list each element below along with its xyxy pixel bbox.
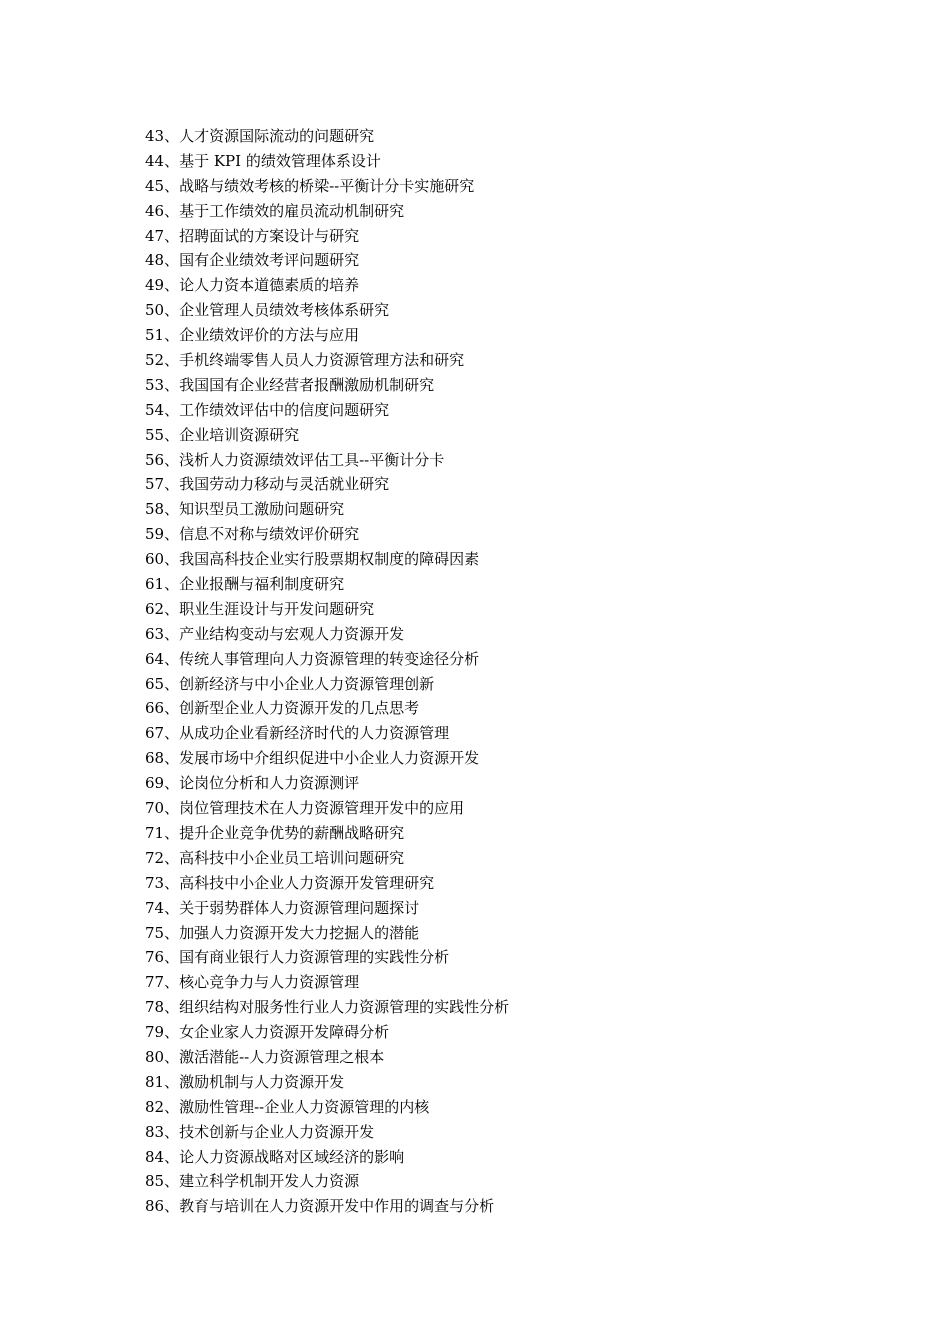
list-item: 59、信息不对称与绩效评价研究 bbox=[145, 525, 360, 544]
list-item: 58、知识型员工激励问题研究 bbox=[145, 500, 345, 519]
list-item: 69、论岗位分析和人力资源测评 bbox=[145, 774, 360, 793]
list-item: 63、产业结构变动与宏观人力资源开发 bbox=[145, 624, 405, 643]
list-item: 61、企业报酬与福利制度研究 bbox=[145, 575, 345, 594]
list-item: 70、岗位管理技术在人力资源管理开发中的应用 bbox=[145, 799, 465, 818]
list-item: 86、教育与培训在人力资源开发中作用的调查与分析 bbox=[145, 1197, 495, 1216]
list-item: 85、建立科学机制开发人力资源 bbox=[145, 1172, 360, 1191]
list-item: 54、工作绩效评估中的信度问题研究 bbox=[145, 400, 390, 419]
list-item: 62、职业生涯设计与开发问题研究 bbox=[145, 599, 375, 618]
list-item: 49、论人力资本道德素质的培养 bbox=[145, 276, 360, 295]
topic-list bbox=[145, 124, 509, 1219]
list-item: 82、激励性管理--企业人力资源管理的内核 bbox=[145, 1097, 430, 1116]
list-item: 76、国有商业银行人力资源管理的实践性分析 bbox=[145, 948, 450, 967]
list-item: 81、激励机制与人力资源开发 bbox=[145, 1072, 345, 1091]
list-item: 78、组织结构对服务性行业人力资源管理的实践性分析 bbox=[145, 998, 510, 1017]
list-item: 46、基于工作绩效的雇员流动机制研究 bbox=[145, 201, 405, 220]
list-item: 55、企业培训资源研究 bbox=[145, 425, 300, 444]
list-item: 79、女企业家人力资源开发障碍分析 bbox=[145, 1023, 390, 1042]
list-item: 75、加强人力资源开发大力挖掘人的潜能 bbox=[145, 923, 420, 942]
list-item: 83、技术创新与企业人力资源开发 bbox=[145, 1122, 375, 1141]
list-item: 77、核心竞争力与人力资源管理 bbox=[145, 973, 360, 992]
list-item: 60、我国高科技企业实行股票期权制度的障碍因素 bbox=[145, 550, 480, 569]
list-item: 66、创新型企业人力资源开发的几点思考 bbox=[145, 699, 420, 718]
list-item: 80、激活潜能--人力资源管理之根本 bbox=[145, 1047, 385, 1066]
list-item: 50、企业管理人员绩效考核体系研究 bbox=[145, 301, 390, 320]
list-item: 72、高科技中小企业员工培训问题研究 bbox=[145, 848, 405, 867]
list-item: 51、企业绩效评价的方法与应用 bbox=[145, 326, 360, 345]
list-item: 56、浅析人力资源绩效评估工具--平衡计分卡 bbox=[145, 450, 445, 469]
list-item: 47、招聘面试的方案设计与研究 bbox=[145, 226, 360, 245]
list-item: 84、论人力资源战略对区域经济的影响 bbox=[145, 1147, 405, 1166]
list-item: 53、我国国有企业经营者报酬激励机制研究 bbox=[145, 375, 435, 394]
list-item: 57、我国劳动力移动与灵活就业研究 bbox=[145, 475, 390, 494]
list-item: 43、人才资源国际流动的问题研究 bbox=[145, 127, 375, 145]
list-item: 44、基于 KPI 的绩效管理体系设计 bbox=[145, 151, 381, 170]
list-item: 52、手机终端零售人员人力资源管理方法和研究 bbox=[145, 351, 465, 370]
list-item: 73、高科技中小企业人力资源开发管理研究 bbox=[145, 873, 435, 892]
list-item: 71、提升企业竞争优势的薪酬战略研究 bbox=[145, 823, 405, 842]
list-item: 65、创新经济与中小企业人力资源管理创新 bbox=[145, 674, 435, 693]
list-item: 74、关于弱势群体人力资源管理问题探讨 bbox=[145, 898, 420, 917]
list-item: 48、国有企业绩效考评问题研究 bbox=[145, 251, 360, 270]
list-item: 68、发展市场中介组织促进中小企业人力资源开发 bbox=[145, 749, 480, 768]
list-item: 67、从成功企业看新经济时代的人力资源管理 bbox=[145, 724, 450, 743]
list-item: 64、传统人事管理向人力资源管理的转变途径分析 bbox=[145, 649, 480, 668]
list-item: 45、战略与绩效考核的桥梁--平衡计分卡实施研究 bbox=[145, 176, 475, 195]
